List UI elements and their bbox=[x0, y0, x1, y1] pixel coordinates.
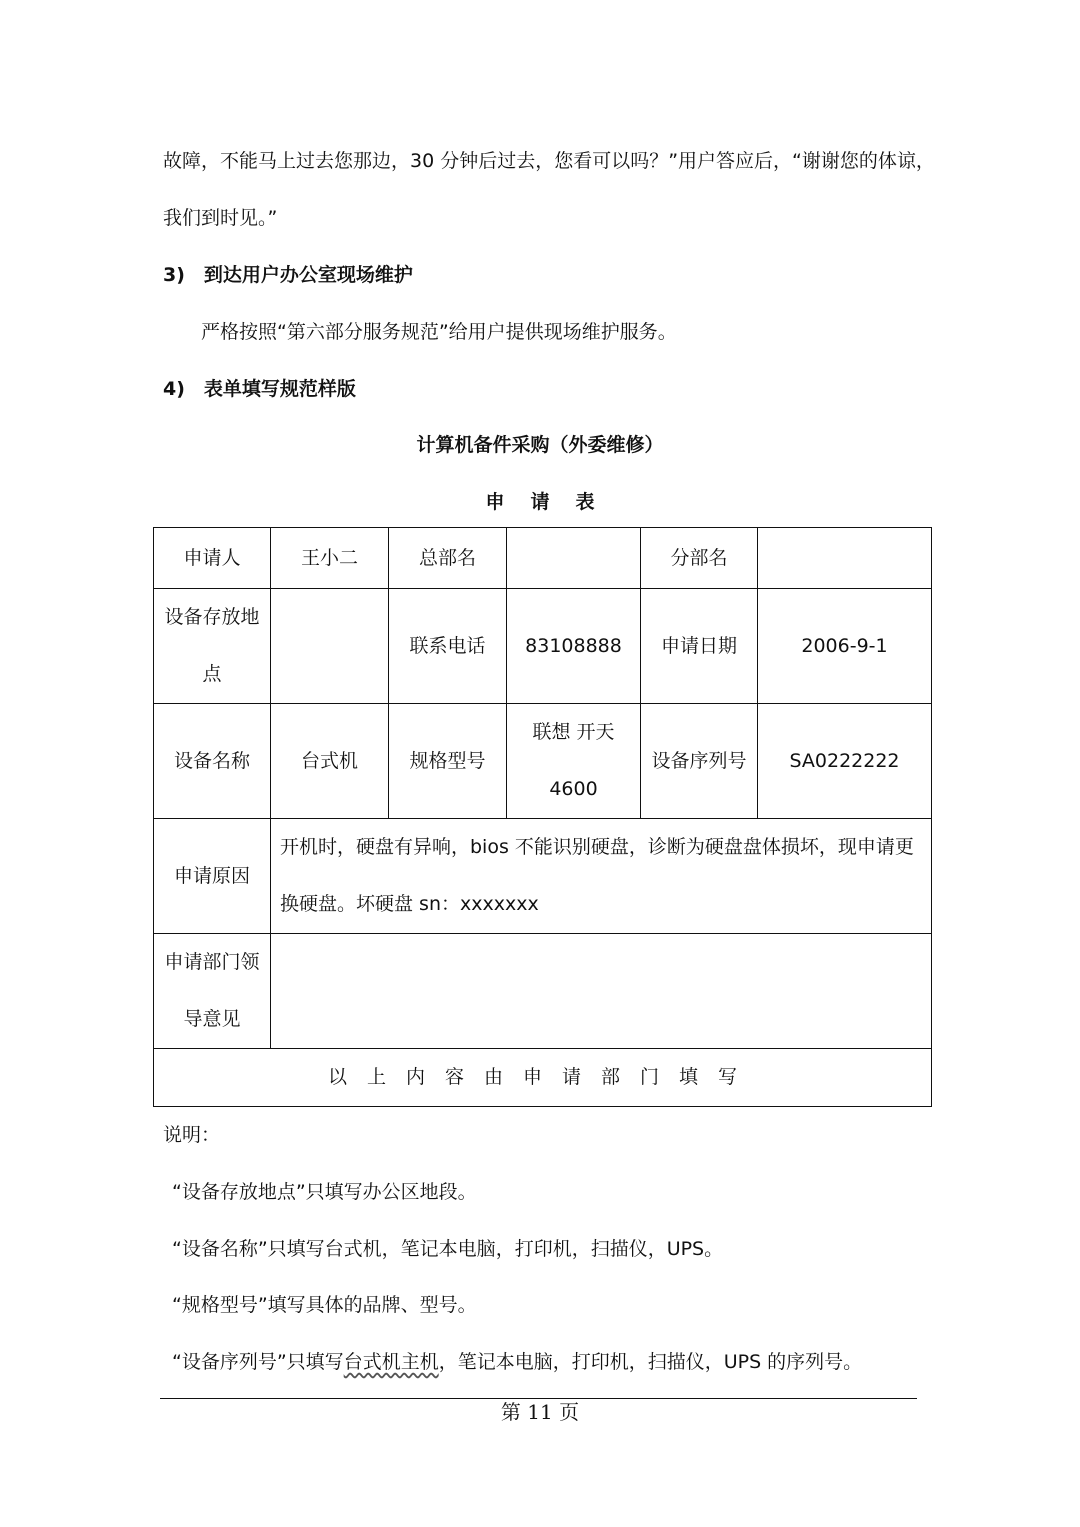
form-row bbox=[154, 528, 932, 589]
paragraph-service-spec: 严格按照“第六部分服务规范”给用户提供现场维护服务。 bbox=[201, 321, 677, 343]
section-heading-4: 4) 表单填写规范样版 bbox=[163, 378, 356, 400]
page-number: 第 11 页 bbox=[500, 1400, 580, 1424]
label-date: 申请日期 bbox=[641, 589, 758, 704]
note-item bbox=[172, 1347, 862, 1374]
note-item: “规格型号”填写具体的品牌、型号。 bbox=[172, 1294, 477, 1316]
form-row bbox=[154, 589, 932, 704]
label-applicant: 申请人 bbox=[154, 528, 271, 589]
value-device: 台式机 bbox=[271, 704, 389, 819]
note-text: “设备序列号”只填写 bbox=[172, 1351, 344, 1373]
label-dept-opinion: 申请部门领导意见 bbox=[154, 934, 271, 1049]
value-dept-opinion bbox=[271, 934, 932, 1049]
form-title: 计算机备件采购（外委维修） bbox=[416, 434, 664, 456]
form-row bbox=[154, 934, 932, 1049]
label-hq: 总部名 bbox=[389, 528, 507, 589]
label-branch: 分部名 bbox=[641, 528, 758, 589]
value-hq bbox=[507, 528, 641, 589]
form-row bbox=[154, 819, 932, 934]
form-footer-note: 以上内容由申请部门填写 bbox=[154, 1049, 932, 1107]
label-serial: 设备序列号 bbox=[641, 704, 758, 819]
form-row bbox=[154, 1049, 932, 1107]
value-serial: SA0222222 bbox=[758, 704, 932, 819]
notes-heading: 说明： bbox=[163, 1124, 221, 1146]
paragraph-line: 我们到时见。” bbox=[163, 207, 278, 229]
form-subtitle: 申请表 bbox=[485, 491, 621, 513]
section-heading-3: 3) 到达用户办公室现场维护 bbox=[163, 264, 413, 286]
label-phone: 联系电话 bbox=[389, 589, 507, 704]
application-form-table bbox=[153, 527, 932, 1107]
note-text-marked: 台式机主机 bbox=[343, 1351, 439, 1373]
value-model: 联想 开天 4600 bbox=[507, 704, 641, 819]
label-reason: 申请原因 bbox=[154, 819, 271, 934]
value-applicant: 王小二 bbox=[271, 528, 389, 589]
value-reason: 开机时，硬盘有异响，bios 不能识别硬盘，诊断为硬盘盘体损坏，现申请更换硬盘。坏硬盘 sn：xxxxxxx bbox=[271, 819, 932, 934]
note-item: “设备名称”只填写台式机，笔记本电脑，打印机，扫描仪，UPS。 bbox=[172, 1238, 724, 1260]
label-device: 设备名称 bbox=[154, 704, 271, 819]
value-location bbox=[271, 589, 389, 704]
label-location: 设备存放地点 bbox=[154, 589, 271, 704]
paragraph-line: 故障，不能马上过去您那边，30 分钟后过去，您看可以吗？”用户答应后，“谢谢您的体谅， bbox=[163, 150, 935, 172]
note-item: “设备存放地点”只填写办公区地段。 bbox=[172, 1181, 477, 1203]
value-branch bbox=[758, 528, 932, 589]
value-phone: 83108888 bbox=[507, 589, 641, 704]
form-row bbox=[154, 704, 932, 819]
note-text: ，笔记本电脑，打印机，扫描仪，UPS 的序列号。 bbox=[438, 1351, 863, 1373]
value-date: 2006-9-1 bbox=[758, 589, 932, 704]
label-model: 规格型号 bbox=[389, 704, 507, 819]
